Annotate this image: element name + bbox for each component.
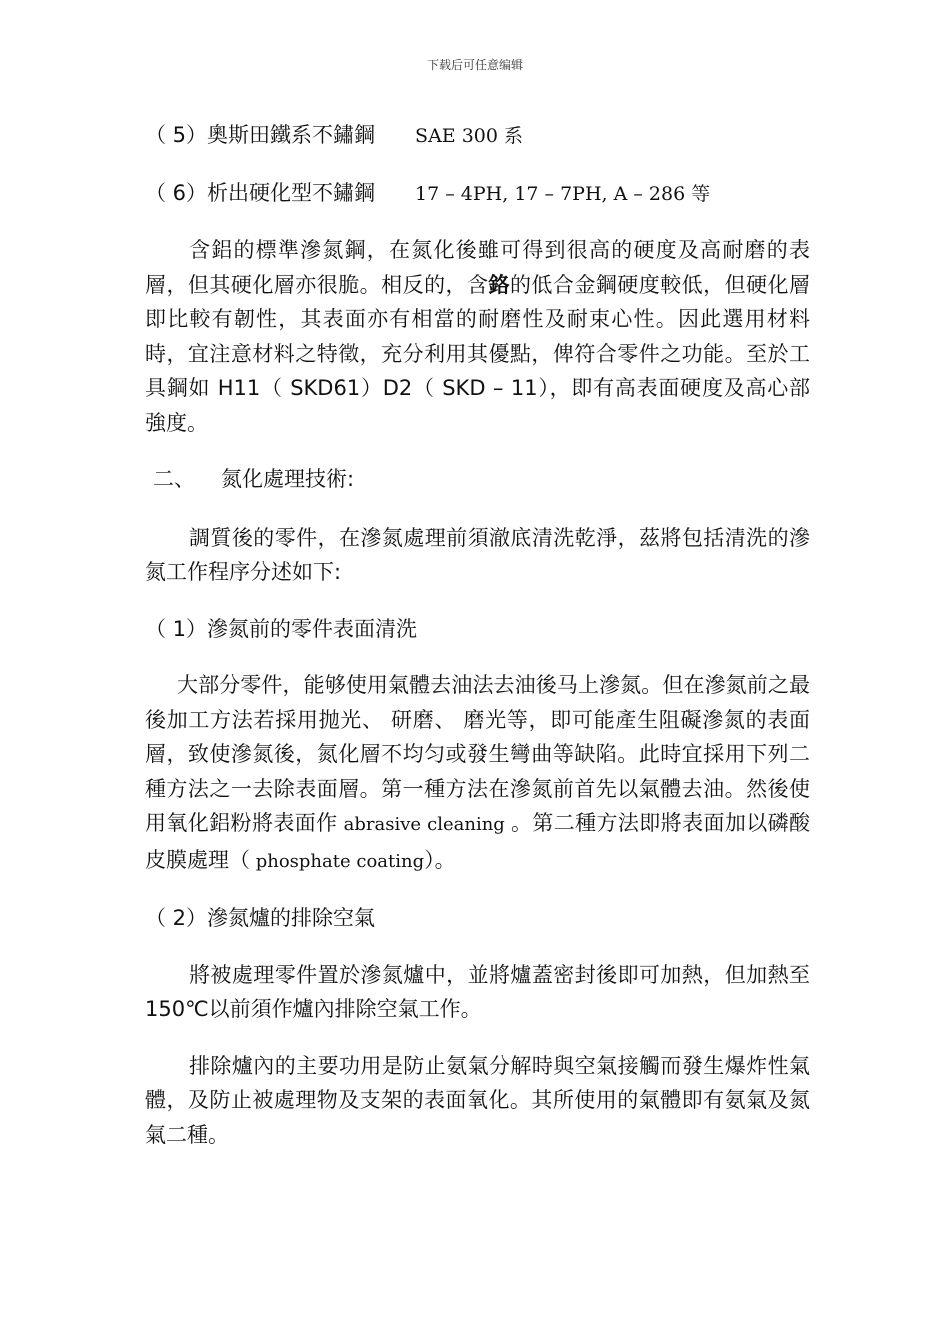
item-5-grade: SAE 300 系 — [415, 125, 523, 147]
list-item-5 — [145, 118, 810, 154]
paragraph-purge-purpose: 排除爐內的主要功用是防止氨氣分解時與空氣接觸而發生爆炸性氣體，及防止被處理物及支架的表面氧化。其所使用的氣體即有氨氣及氮氣二種。 — [145, 1053, 810, 1147]
item-6-label: （ 6）析出硬化型不鏽鋼 — [145, 180, 376, 205]
paragraph-surface-cleaning — [145, 668, 810, 879]
section-number: 二、 — [153, 467, 195, 491]
section-heading-2 — [153, 462, 810, 497]
item-6-grade: 17 – 4PH, 17 – 7PH, A – 286 等 — [415, 182, 711, 205]
subheading-1: （ 1）滲氮前的零件表面清洗 — [145, 616, 418, 641]
paragraph-procedure-intro: 調質後的零件，在滲氮處理前須澈底清洗乾淨，茲將包括清洗的滲氮工作程序分述如下: — [145, 525, 810, 584]
page-header: 下载后可任意编辑 — [426, 58, 523, 72]
paragraph-3-text-a: 大部分零件，能够使用氣體去油法去油後马上滲氮。但在滲氮前之最後加工方法若採用抛光、 研磨、 磨光等，即可能產生阻礙滲氮的表面層，致使滲氮後，氮化層不均匀或發生彎曲等缺陷。此時宜採用下列二種方法之一去除表面層。第一種方法在滲氮前首先以氣體去油。然後使用氧化鋁粉將表面作 — [145, 673, 810, 835]
paragraph-1-bold-chromium: 鉻 — [488, 272, 510, 297]
section-title: 氮化處理技術: — [221, 467, 355, 491]
document-body — [145, 118, 810, 1174]
paragraph-3-text-c: ）。 — [424, 847, 456, 872]
paragraph-1-text-b: 的低合金鋼硬度較低，但硬化層即比較有韌性，其表面亦有相當的耐磨性及耐束心性。因此選用材料時，宜注意材料之特徵，充分利用其優點，俾符合零件之功能。至於工具鋼如 H11（ SKD61）D2（ SKD – 11），即有高表面硬度及高心部強度。 — [145, 272, 811, 435]
paragraph-3-english-2: phosphate coating — [250, 850, 425, 872]
paragraph-1-text-a: 含鋁的標準滲氮鋼，在氮化後雖可得到很高的硬度及高耐磨的表層，但其硬化層亦很脆。相反的，含 — [145, 238, 810, 297]
paragraph-material-selection — [145, 233, 810, 440]
subheading-2: （ 2）滲氮爐的排除空氣 — [145, 906, 376, 930]
paragraph-3-english-1: abrasive cleaning — [337, 814, 511, 835]
paragraph-3-text-b: 。第二種方法即將表面加以磷酸皮膜處理（ — [145, 811, 811, 872]
item-5-label: （ 5）奧斯田鐵系不鏽鋼 — [145, 123, 376, 147]
paragraph-furnace-purge: 將被處理零件置於滲氮爐中，並將爐蓋密封後即可加熱，但加熱至 150℃以前須作爐內排除空氣工作。 — [145, 962, 810, 1021]
list-item-6 — [145, 176, 810, 212]
